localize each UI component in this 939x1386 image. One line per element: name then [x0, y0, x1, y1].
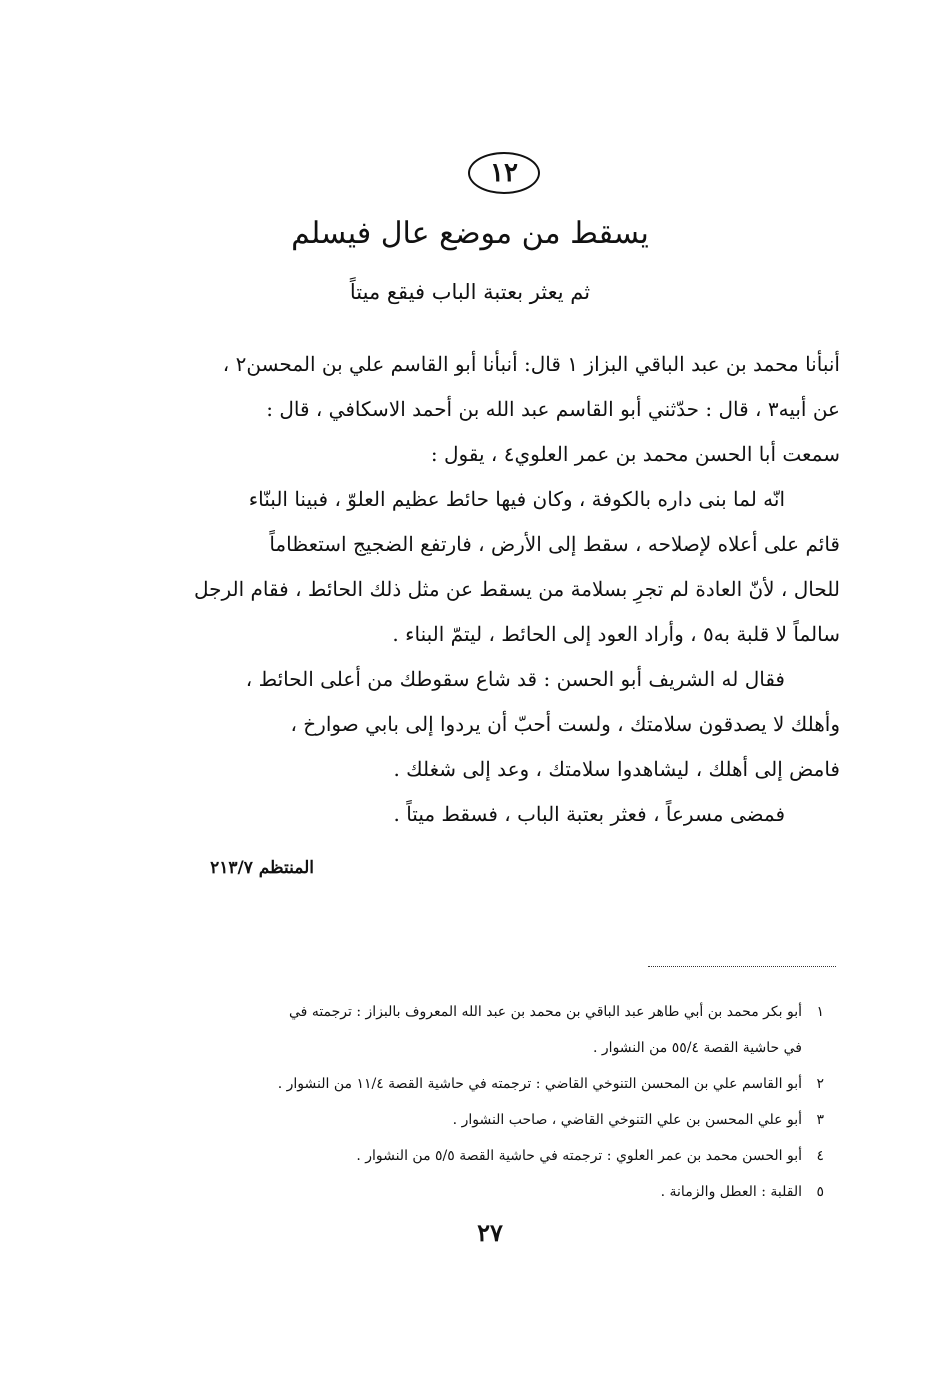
footnote-item: [94, 1102, 824, 1138]
footnote-text: أبو القاسم علي بن المحسن التنوخي القاضي : ترجمته في حاشية القصة ١١/٤ من النشوار .: [277, 1076, 802, 1092]
footnote-item: [94, 994, 824, 1030]
body-line: أنبأنا محمد بن عبد الباقي البزاز ١ قال: أنبأنا أبو القاسم علي بن المحسن٢ ،: [222, 352, 840, 376]
footnote-number: ١: [816, 1004, 824, 1020]
story-number-badge: [468, 152, 540, 194]
body-line: وأهلك لا يصدقون سلامتك ، ولست أحبّ أن يردوا إلى بابي صوارخ ،: [290, 712, 840, 736]
footnote-continuation: [94, 1030, 824, 1066]
story-body: [95, 342, 840, 837]
body-line: فمضى مسرعاً ، فعثر بعتبة الباب ، فسقط ميتاً .: [393, 802, 785, 826]
body-line: للحال ، لأنّ العادة لم تجرِ بسلامة من يسقط عن مثل ذلك الحائط ، فقام الرجل: [194, 577, 840, 601]
footnote-item: [94, 1174, 824, 1210]
footnote-text: القلبة : العطل والزمانة .: [660, 1184, 802, 1200]
body-line: قائم على أعلاه لإصلاحه ، سقط إلى الأرض ، فارتفع الضجيج استعظاماً: [269, 532, 840, 556]
body-line: فقال له الشريف أبو الحسن : قد شاع سقوطك من أعلى الحائط ،: [245, 667, 785, 691]
body-line: عن أبيه٣ ، قال : حدّثني أبو القاسم عبد الله بن أحمد الاسكافي ، قال :: [266, 397, 840, 421]
footnote-text: أبو علي المحسن بن علي التنوخي القاضي ، صاحب النشوار .: [452, 1112, 802, 1128]
story-number: ١٢: [490, 158, 518, 188]
footnote-number: ٤: [816, 1148, 824, 1164]
footnote-number: ٣: [816, 1112, 824, 1128]
story-subtitle: ثم يعثر بعتبة الباب فيقع ميتاً: [349, 280, 591, 304]
body-line: فامض إلى أهلك ، ليشاهدوا سلامتك ، وعد إلى شغلك .: [393, 757, 840, 781]
footnote-text: في حاشية القصة ٥٥/٤ من النشوار .: [593, 1040, 802, 1056]
footnotes: [94, 994, 824, 1210]
footnote-item: [94, 1066, 824, 1102]
source-reference: المنتظم ٢١٣/٧: [210, 858, 314, 878]
footnote-text: أبو بكر محمد بن أبي طاهر عبد الباقي بن محمد بن عبد الله المعروف بالبزاز : ترجمته في: [289, 1004, 802, 1020]
body-line: انّه لما بنى داره بالكوفة ، وكان فيها حائط عظيم العلوّ ، فبينا البنّاء: [248, 487, 785, 511]
story-title: يسقط من موضع عال فيسلم: [291, 216, 649, 251]
body-line: سالماً لا قلبة به٥ ، وأراد العود إلى الحائط ، ليتمّ البناء .: [392, 622, 840, 646]
footnote-number: ٢: [816, 1076, 824, 1092]
page-number: ٢٧: [477, 1218, 503, 1247]
body-line: سمعت أبا الحسن محمد بن عمر العلوي٤ ، يقول :: [430, 442, 840, 466]
footnote-item: [94, 1138, 824, 1174]
footnote-divider: [648, 966, 836, 967]
footnote-number: ٥: [816, 1184, 824, 1200]
footnote-text: أبو الحسن محمد بن عمر العلوي : ترجمته في حاشية القصة ٥/٥ من النشوار .: [356, 1148, 802, 1164]
